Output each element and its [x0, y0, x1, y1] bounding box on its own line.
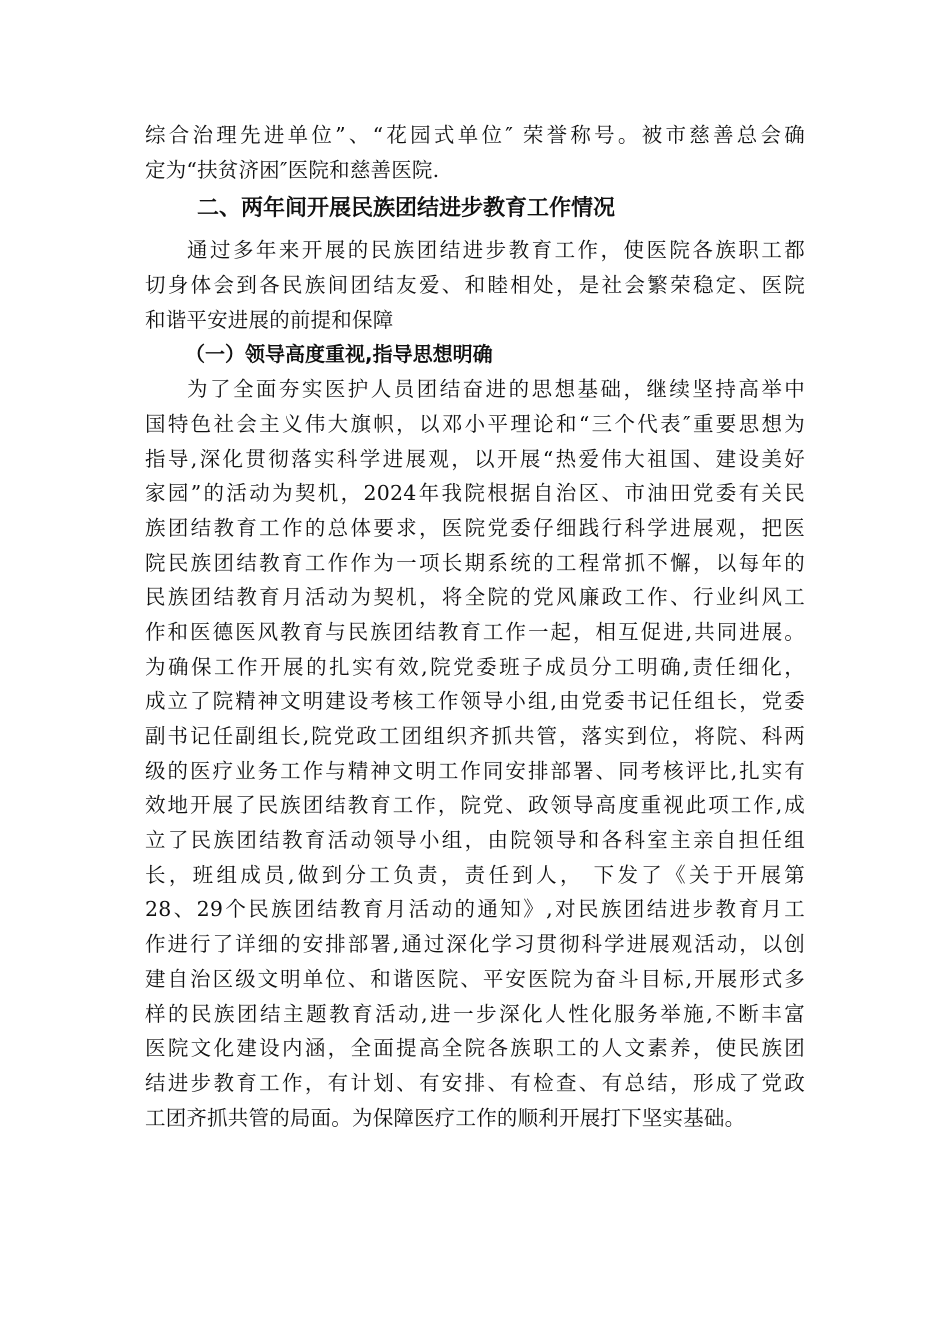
body-paragraph — [145, 372, 805, 1135]
text-line: 指导,深化贯彻落实科学进展观，以开展“热爱伟大祖国、建设美好 — [145, 446, 805, 471]
text-line: 工团齐抓共管的局面。为保障医疗工作的顺利开展打下坚实基础。 — [145, 1105, 746, 1130]
subsection-heading: （一）领导高度重视,指导思想明确 — [185, 342, 493, 367]
text-line: 效地开展了民族团结教育工作，院党、政领导高度重视此项工作,成 — [145, 793, 805, 818]
text-line: 作进行了详细的安排部署,通过深化学习贯彻科学进展观活动，以创 — [145, 932, 805, 957]
section-paragraph — [145, 233, 805, 337]
text-line: 建自治区级文明单位、和谐医院、平安医院为奋斗目标,开展形式多 — [145, 966, 805, 991]
text-line: 成立了院精神文明建设考核工作领导小组,由党委书记任组长，党委 — [145, 689, 805, 714]
text-line: 为了全面夯实医护人员团结奋进的思想基础，继续坚持高举中 — [187, 377, 805, 402]
text-line: 结进步教育工作，有计划、有安排、有检查、有总结，形成了党政 — [145, 1070, 805, 1095]
text-line: 定为“扶贫济困″医院和慈善医院. — [145, 157, 440, 182]
text-line: 民族团结教育月活动为契机，将全院的党风廉政工作、行业纠风工 — [145, 585, 805, 610]
text-line: 族团结教育工作的总体要求，医院党委仔细践行科学进展观，把医 — [145, 515, 805, 540]
text-line: 医院文化建设内涵，全面提高全院各族职工的人文素养，使民族团 — [145, 1036, 805, 1061]
text-line: 28、29个民族团结教育月活动的通知》,对民族团结进步教育月工 — [145, 897, 805, 922]
text-line: 样的民族团结主题教育活动,进一步深化人性化服务举施,不断丰富 — [145, 1001, 805, 1026]
intro-paragraph — [145, 118, 805, 187]
document-page — [145, 118, 805, 1135]
text-line: 家园”的活动为契机，2024年我院根据自治区、市油田党委有关民 — [145, 481, 805, 506]
text-line: 为确保工作开展的扎实有效,院党委班子成员分工明确,责任细化， — [145, 654, 805, 679]
text-line: 长，班组成员,做到分工负责，责任到人， 下发了《关于开展第 — [145, 862, 805, 887]
text-line: 国特色社会主义伟大旗帜，以邓小平理论和“三个代表″重要思想为 — [145, 411, 805, 436]
text-line: 立了民族团结教育活动领导小组，由院领导和各科室主亲自担任组 — [145, 828, 805, 853]
text-line: 级的医疗业务工作与精神文明工作同安排部署、同考核评比,扎实有 — [145, 758, 805, 783]
text-line: 作和医德医风教育与民族团结教育工作一起，相互促进,共同进展。 — [145, 619, 805, 644]
text-line: 和谐平安进展的前提和保障 — [145, 307, 394, 332]
text-line: 院民族团结教育工作作为一项长期系统的工程常抓不懈，以每年的 — [145, 550, 805, 575]
text-line: 通过多年来开展的民族团结进步教育工作，使医院各族职工都 — [187, 238, 805, 263]
text-line: 综合治理先进单位”、“花园式单位″ 荣誉称号。被市慈善总会确 — [145, 123, 805, 147]
section-heading: 二、两年间开展民族团结进步教育工作情况 — [197, 196, 616, 222]
text-line: 副书记任副组长,院党政工团组织齐抓共管，落实到位，将院、科两 — [145, 724, 805, 748]
text-line: 切身体会到各民族间团结友爱、和睦相处，是社会繁荣稳定、医院 — [145, 273, 805, 298]
